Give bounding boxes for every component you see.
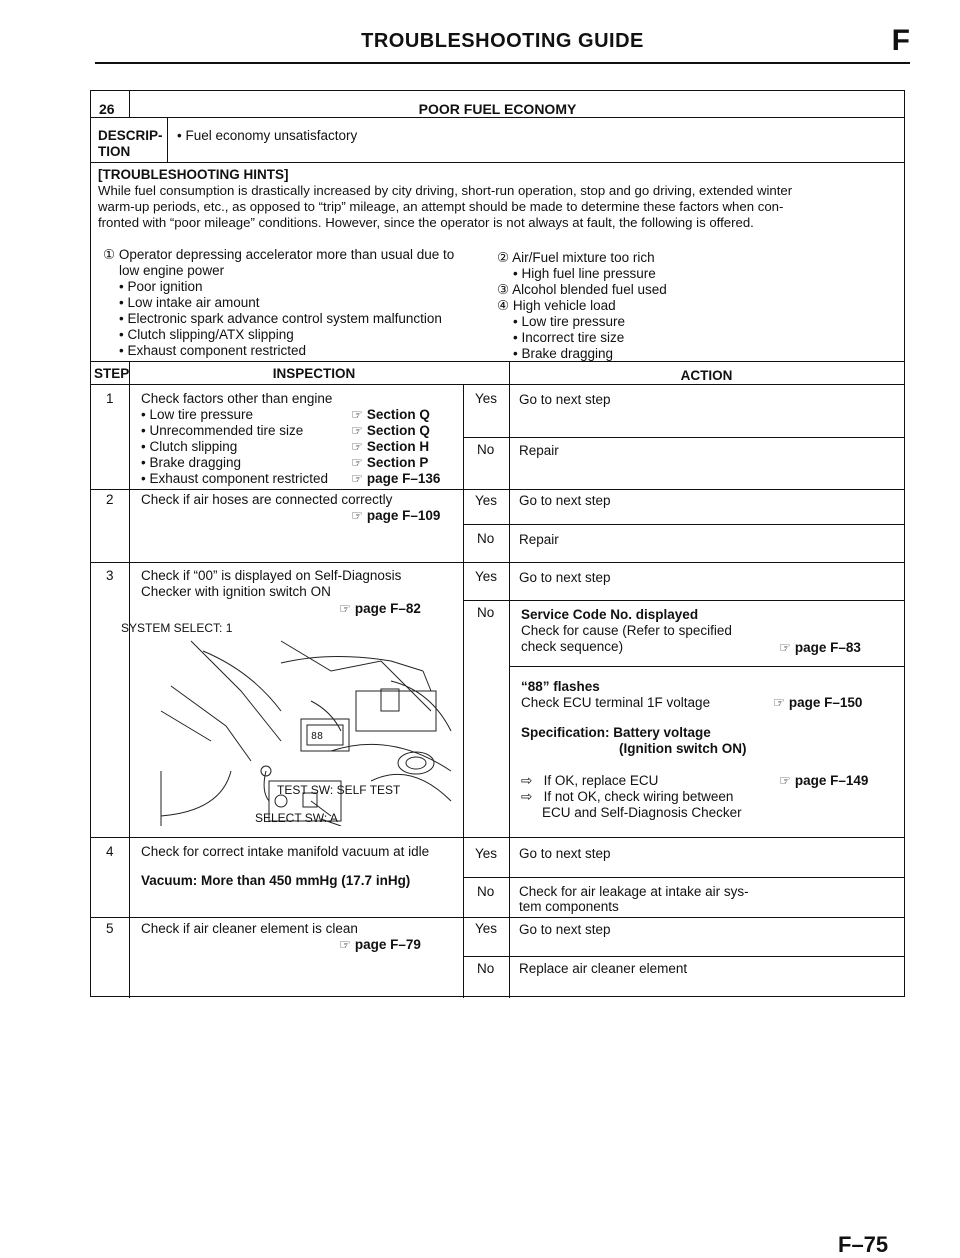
page-reference: ☞ page F–83: [779, 640, 861, 655]
description-label: DESCRIP-: [98, 128, 163, 143]
select-switch-label: SELECT SW: A: [255, 811, 338, 825]
hints-heading: [TROUBLESHOOTING HINTS]: [98, 167, 289, 182]
section-reference: ☞ Section H: [351, 439, 430, 454]
hints-line: While fuel consumption is drastically increased by city driving, short-run operation, stop and go driving, extended winter: [98, 183, 793, 198]
specification-text: Specification: Battery voltage: [521, 725, 711, 740]
arrow-icon: ⇨: [521, 773, 533, 788]
page-reference: ☞ page F–82: [339, 601, 421, 616]
section-letter: F: [891, 24, 910, 57]
page-header: [95, 22, 910, 64]
hints-line: warm-up periods, etc., as opposed to “trip” mileage, an attempt should be made to determine these factors when con-: [98, 199, 784, 214]
page-reference: ☞ page F–79: [339, 937, 421, 952]
vacuum-specification: Vacuum: More than 450 mmHg (17.7 inHg): [141, 873, 411, 888]
section-reference: ☞ Section P: [351, 455, 429, 470]
test-switch-label: TEST SW: SELF TEST: [277, 783, 401, 797]
column-inspection: INSPECTION: [272, 366, 356, 381]
hint-cause: ② Air/Fuel mixture too rich: [497, 250, 655, 265]
hints-line: fronted with “poor mileage” conditions. However, since the operator is not always at fault, the following is offered.: [98, 215, 754, 230]
page-reference: ☞ page F–109: [351, 508, 441, 523]
troubleshooting-table: 26 POOR FUEL ECONOMY DESCRIP- TION • Fuel economy unsatisfactory [TROUBLESHOOTING HINTS] While fuel consumption is drastically increased by city driving, short-run operation, stop and go driving, extended winter warm-up periods, etc., as opposed to “trip” mileage, an attempt should be made to determine these factors when con- fronted with “poor mileage” conditions. However, since the operator is not always at fault, the following is offered. ① Operator depressing accelerator more than usual due to low engine power • Poor ignition • Low intake air amount • Electronic spark advance control system malfunction • Clutch slipping/ATX slipping • Exhaust component restricted ② Air/Fuel mixture too rich • High fuel line pressure ③ Alcohol blended fuel used ④ High vehicle load • Low tire pressure • Incorrect tire size • Brake dragging STEP INSPECTION ACTION 1 Check factors other than engine • Low tire pressure • Unrecommended tire size • Clutch slipping • Brake dragging • Exhaust component restricted ☞ Section Q ☞ Section Q ☞ Section H ☞ Section P ☞ page F–136 Yes Go to next step No Repair 2 Check if air hoses are connected correctly ☞ page F–109 Yes Go to next step No Repair 3 Check if “00” is displayed on Self-Diagnosis Checker with ignition switch ON ☞ page F–82 SYSTEM SELECT: 1 88 TEST SW: SELF TEST SELECT SW: A Yes Go to next step No Service Code No. displayed Check for cause (Refer to specified check sequence) ☞ page F–83 “88” flashes Check ECU terminal 1F voltage ☞ page F–150 Specification: Battery voltage (Ignition switch ON) ⇨ If OK, replace ECU ☞ page F–149 ⇨ If not OK, check wiring between ECU and Self-Diagnosis Checker 4 Check for correct intake manifold vacuum at idle Vacuum: More than 450 mmHg (17.7 inHg) Yes Go to next step No Check for air leakage at intake air sys- tem components 5 Check if air cleaner element is clean ☞ page F–79 Yes Go to next step No Replace air cleaner element: [90, 90, 905, 997]
system-select-label: SYSTEM SELECT: 1: [121, 621, 233, 635]
service-code-heading: Service Code No. displayed: [521, 607, 699, 622]
step-number: 1: [106, 391, 114, 406]
page-title: TROUBLESHOOTING GUIDE: [361, 30, 644, 52]
guide-title: POOR FUEL ECONOMY: [418, 101, 577, 117]
step-number: 4: [106, 844, 114, 859]
step-number: 5: [106, 921, 114, 936]
svg-text:88: 88: [311, 731, 324, 742]
arrow-icon: ⇨: [521, 789, 533, 804]
section-reference: ☞ Section Q: [351, 407, 430, 422]
page-reference: ☞ page F–150: [773, 695, 863, 710]
flash-heading: “88” flashes: [521, 679, 600, 694]
page-number: F–75: [838, 1232, 889, 1257]
hint-cause: ① Operator depressing accelerator more than usual due to: [103, 247, 455, 262]
page-reference: ☞ page F–136: [351, 471, 441, 486]
page-reference: ☞ page F–149: [779, 773, 869, 788]
header-rule: [95, 62, 910, 64]
column-step: STEP: [94, 366, 130, 381]
guide-number: 26: [99, 101, 115, 117]
section-reference: ☞ Section Q: [351, 423, 430, 438]
column-action: ACTION: [680, 368, 733, 383]
step-number: 2: [106, 492, 114, 507]
description-text: • Fuel economy unsatisfactory: [177, 128, 358, 143]
step-number: 3: [106, 568, 114, 583]
